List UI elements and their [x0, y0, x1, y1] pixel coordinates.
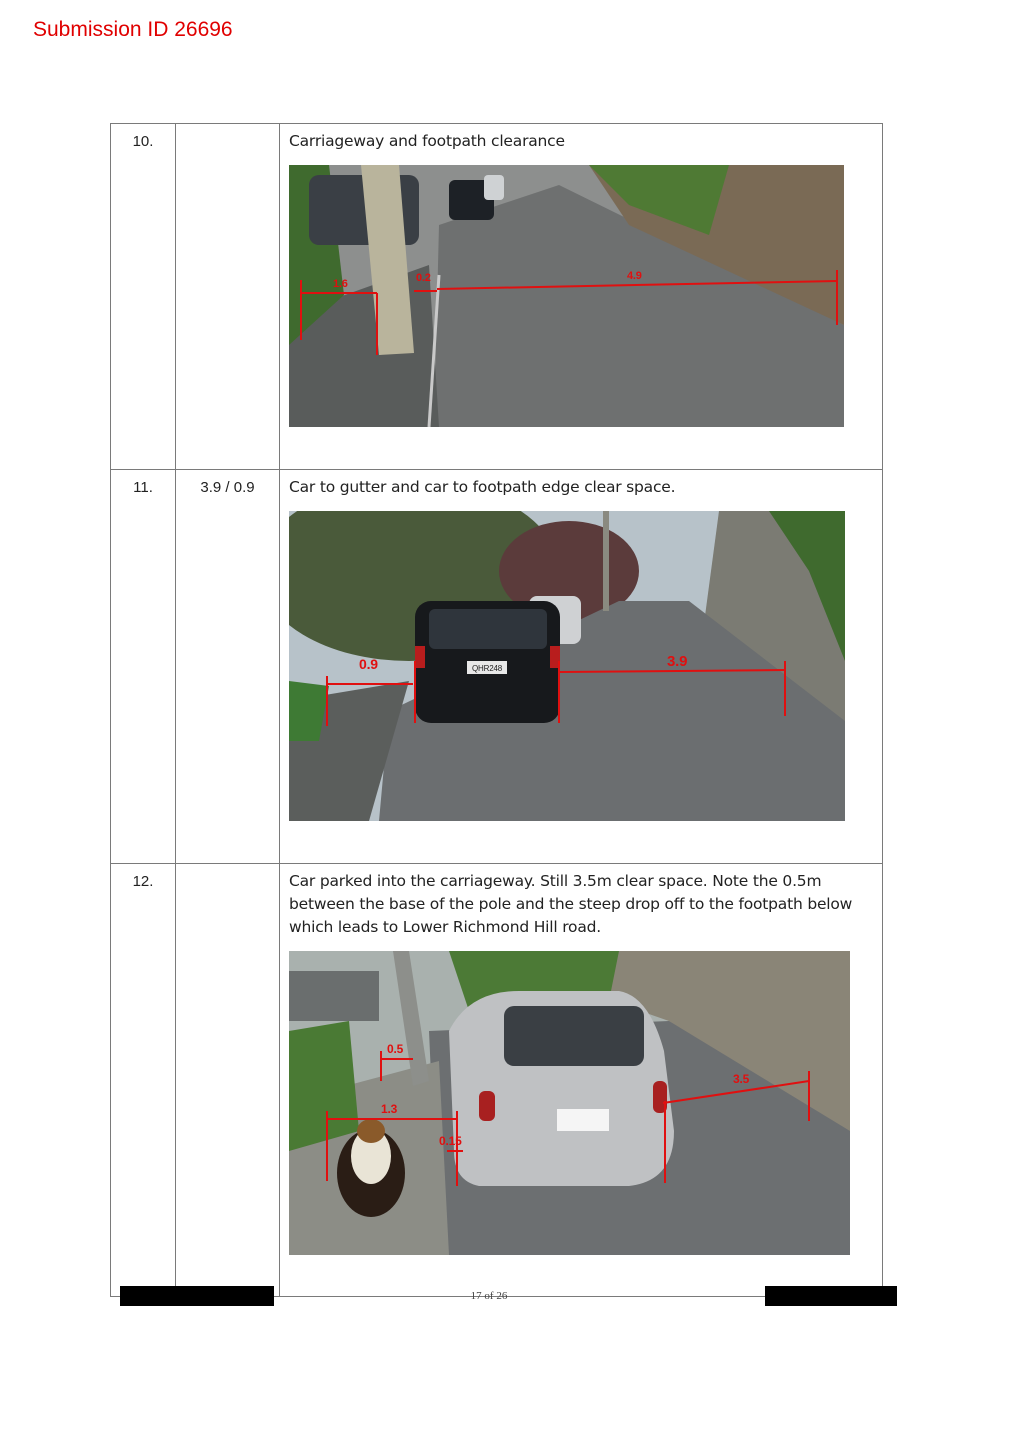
measure-label-clear-space: 3.5	[733, 1072, 750, 1086]
page-number: 17 of 26	[470, 1290, 508, 1302]
row-description-cell	[280, 124, 883, 470]
measure-label-gap: 0.2	[416, 272, 431, 284]
row-description-cell	[280, 864, 883, 1297]
measure-label-gutter: 3.9	[667, 653, 688, 670]
photo-car-to-gutter	[289, 511, 845, 821]
row-description: Car parked into the carriageway. Still 3.5m clear space. Note the 0.5m between the base of the pole and the steep drop off to the footpath below which leads to Lower Richmond Hill road.	[289, 872, 853, 936]
table-row	[111, 470, 883, 864]
row-value	[176, 124, 280, 470]
measure-label-footpath: 1.6	[333, 278, 348, 290]
table-row	[111, 864, 883, 1297]
row-description: Car to gutter and car to footpath edge clear space.	[289, 478, 676, 496]
photo-carriageway-clearance	[289, 165, 844, 427]
number-plate: QHR248	[472, 664, 502, 673]
redaction-block-right	[765, 1286, 897, 1306]
measure-label-footpath: 1.3	[381, 1102, 398, 1116]
row-description-cell	[280, 470, 883, 864]
measure-label-footpath-edge: 0.9	[359, 656, 378, 672]
photo-car-parked-carriageway	[289, 951, 850, 1255]
table-row	[111, 124, 883, 470]
row-number: 12.	[111, 864, 176, 1297]
row-number: 11.	[111, 470, 176, 864]
measure-label-pole-drop: 0.5	[387, 1042, 404, 1056]
measurement-table	[110, 123, 883, 1297]
measure-label-kerb-gap: 0.15	[439, 1134, 462, 1148]
row-value: 3.9 / 0.9	[176, 470, 280, 864]
row-number: 10.	[111, 124, 176, 470]
row-value	[176, 864, 280, 1297]
row-description: Carriageway and footpath clearance	[289, 132, 565, 150]
measure-label-carriageway: 4.9	[627, 270, 642, 282]
submission-id: Submission ID 26696	[33, 18, 233, 41]
